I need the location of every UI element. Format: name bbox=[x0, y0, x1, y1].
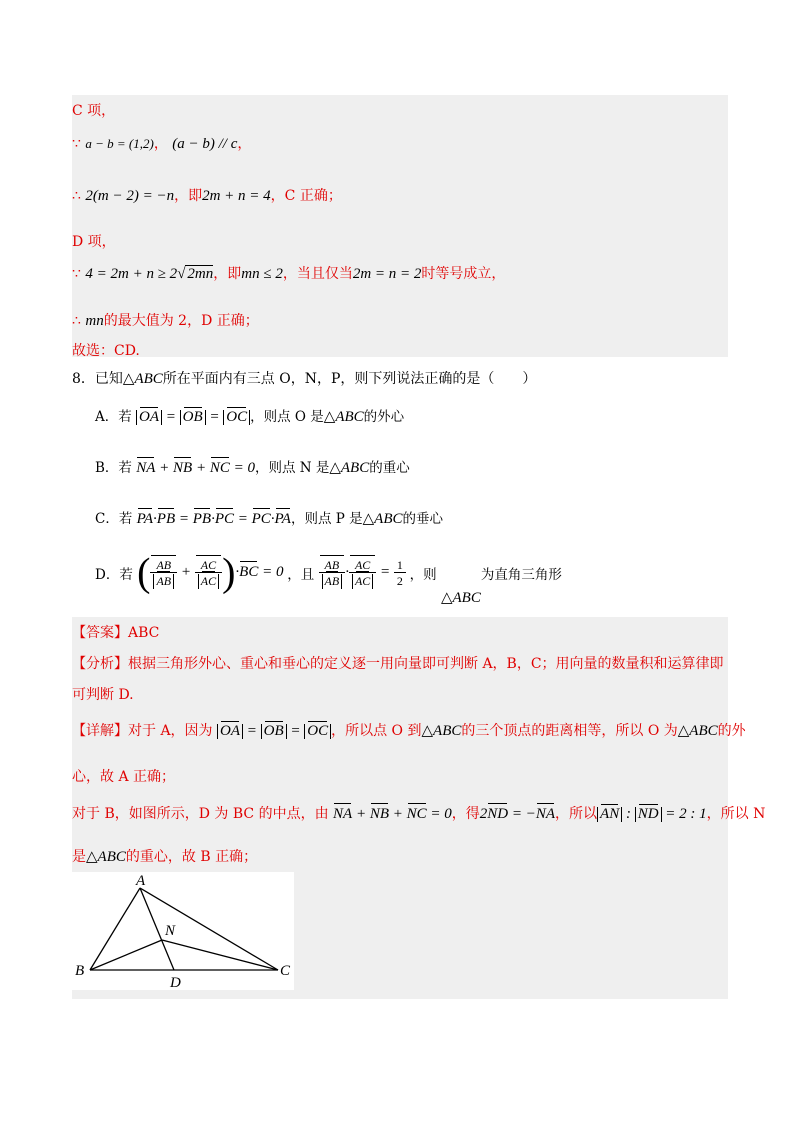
d-mid1: ，即 bbox=[213, 266, 242, 282]
analysis-line1: 【分析】根据三角形外心、重心和垂心的定义逐一用向量即可判断 A，B，C；用向量的数量积和运算律即 bbox=[72, 656, 724, 672]
c-expr4: 2m + n = 4 bbox=[202, 188, 271, 204]
c-expr3: 2(m − 2) = −n bbox=[85, 188, 175, 204]
d-expr4: mn bbox=[85, 313, 104, 329]
detail-b-line1: 对于 B，如图所示，D 为 BC 的中点，由 NA + NB + NC = 0，得2ND = −NA，所以 AN : ND = 2 : 1，所以 N bbox=[72, 806, 766, 822]
side-ac bbox=[140, 888, 278, 970]
d-line1 bbox=[72, 263, 505, 283]
opt-c-expr: PA·PB = PB·PC = PC·PA bbox=[136, 511, 291, 527]
d-expr2: mn ≤ 2 bbox=[241, 266, 283, 282]
because-symbol-2: ∵ bbox=[72, 266, 81, 282]
label-a: A bbox=[136, 873, 146, 889]
d-end: 时等号成立， bbox=[421, 266, 506, 282]
c-line2 bbox=[72, 185, 342, 205]
detail-line1: 【详解】对于 A，因为 OA = OB = OC ，所以点 O 到△ABC的三个顶点的距离相等，所以 O 为△ABC的外 bbox=[72, 723, 746, 739]
option-d: D．若 ( $\frac{AB}{AB}$ + $\frac{AC}{AC}$ )·BC = 0 ，且 $\frac{AB}{AB}$ · $\frac{AC}{AC}$ = $\frac{1}{2}$ ，则 △ABC为直角三角形 bbox=[95, 550, 562, 606]
option-a: A．若 OA = OB = OC ，则点 O 是△ABC的外心 bbox=[95, 409, 405, 425]
d-line2 bbox=[72, 310, 259, 330]
segment-nc bbox=[162, 940, 278, 970]
label-d: D bbox=[170, 975, 181, 990]
c-sep: ， bbox=[153, 136, 168, 152]
d-mid2: ，当且仅当 bbox=[282, 266, 353, 282]
option-c: C．若 PA·PB = PB·PC = PC·PA，则点 P 是△ABC的垂心 bbox=[95, 511, 443, 527]
answer-tag: 【答案】ABC bbox=[72, 625, 160, 641]
side-ab bbox=[90, 888, 140, 970]
question-8-stem: 8．已知△ABC所在平面内有三点 O，N，P，则下列说法正确的是（ ） bbox=[72, 371, 537, 387]
label-c: C bbox=[280, 963, 291, 979]
triangle-abc: △ABC bbox=[122, 371, 163, 387]
c-end: ， bbox=[237, 136, 252, 152]
c-title: C 项， bbox=[72, 103, 116, 119]
option-b: B．若 NA + NB + NC = 0，则点 N 是△ABC的重心 bbox=[95, 460, 410, 476]
d-expr1: 4 = 2m + n ≥ 2√ 2mn bbox=[85, 266, 214, 282]
prev-answer: 故选：CD. bbox=[72, 343, 140, 359]
c-conclusion: ，C 正确； bbox=[270, 188, 342, 204]
c-line1 bbox=[72, 133, 251, 153]
opt-b-expr: NA + NB + NC = 0 bbox=[136, 460, 255, 476]
because-symbol: ∵ bbox=[72, 136, 81, 152]
opt-a-expr: OA = OB = OC bbox=[136, 409, 250, 425]
analysis-line2: 可判断 D. bbox=[72, 687, 134, 703]
triangle-figure-svg bbox=[72, 872, 294, 990]
label-n: N bbox=[165, 923, 176, 939]
detail-b-line2: 是△ABC的重心，故 B 正确； bbox=[72, 849, 258, 865]
detail-line2: 心，故 A 正确； bbox=[72, 769, 176, 785]
segment-bn bbox=[90, 940, 162, 970]
triangle-figure bbox=[72, 872, 294, 990]
therefore-symbol-2: ∴ bbox=[72, 313, 81, 329]
opt-d-expr1: ( $\frac{AB}{AB}$ + $\frac{AC}{AC}$ )·BC = 0 bbox=[137, 550, 288, 595]
c-expr2: (a − b) // c bbox=[172, 136, 238, 152]
c-mid: ，即 bbox=[174, 188, 203, 204]
therefore-symbol: ∴ bbox=[72, 188, 81, 204]
d-conclusion: 的最大值为 2，D 正确； bbox=[103, 313, 259, 329]
label-b: B bbox=[75, 963, 85, 979]
c-expr1: a − b = (1,2) bbox=[85, 136, 154, 151]
d-expr3: 2m = n = 2 bbox=[352, 266, 422, 282]
d-title: D 项， bbox=[72, 234, 116, 250]
opt-d-expr2: $\frac{AB}{AB}$ · $\frac{AC}{AC}$ = $\frac{1}{2}$ bbox=[319, 564, 410, 580]
